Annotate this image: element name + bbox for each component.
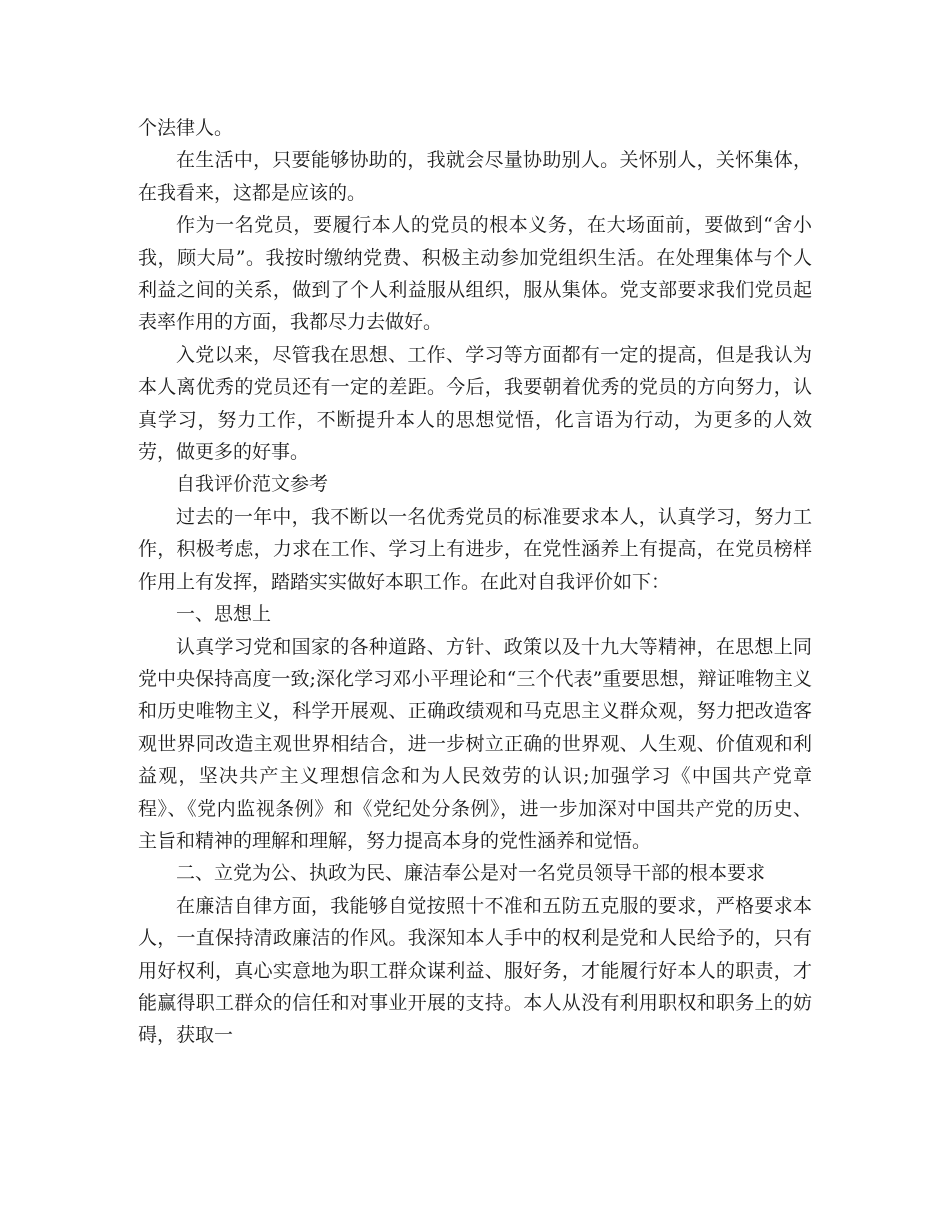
section-heading: 自我评价范文参考 [176, 473, 329, 496]
paragraph: 在生活中，只要能够协助的，我就会尽量协助别人。关怀别人，关怀集体，在我看来，这都是应该的。 [138, 149, 812, 204]
paragraph: 个法律人。 [138, 117, 234, 139]
section-heading: 二、立党为公、执政为民、廉洁奉公是对一名党员领导干部的根本要求 [176, 862, 766, 885]
document-body [138, 112, 812, 1052]
paragraph: 作为一名党员，要履行本人的党员的根本义务，在大场面前，要做到“舍小我，顾大局”。我按时缴纳党费、积极主动参加党组织生活。在处理集体与个人利益之间的关系，做到了个人利益服从组织，服从集体。党支部要求我们党员起表率作用的方面，我都尽力去做好。 [138, 214, 812, 334]
paragraph: 过去的一年中，我不断以一名优秀党员的标准要求本人，认真学习，努力工作，积极考虑，力求在工作、学习上有进步，在党性涵养上有提高，在党员榜样作用上有发挥，踏踏实实做好本职工作。在此对自我评价如下： [138, 505, 812, 593]
paragraph: 认真学习党和国家的各种道路、方针、政策以及十九大等精神，在思想上同党中央保持高度一致;深化学习邓小平理论和“三个代表”重要思想，辩证唯物主义和历史唯物主义，科学开展观、正确政绩观和马克思主义群众观，努力把改造客观世界同改造主观世界相结合，进一步树立正确的世界观、人生观、价值观和利益观，坚决共产主义理想信念和为人民效劳的认识;加强学习《中国共产党章程》、《党内监视条例》和《党纪处分条例》，进一步加深对中国共产党的历史、主旨和精神的理解和理解，努力提高本身的党性涵养和觉悟。 [138, 635, 812, 852]
paragraph: 入党以来，尽管我在思想、工作、学习等方面都有一定的提高，但是我认为本人离优秀的党员还有一定的差距。今后，我要朝着优秀的党员的方向努力，认真学习，努力工作，不断提升本人的思想觉悟，化言语为行动，为更多的人效劳，做更多的好事。 [138, 343, 812, 464]
section-heading: 一、思想上 [176, 603, 272, 626]
paragraph: 在廉洁自律方面，我能够自觉按照十不准和五防五克服的要求，严格要求本人，一直保持清政廉洁的作风。我深知本人手中的权利是党和人民给予的，只有用好权利，真心实意地为职工群众谋利益、服好务，才能履行好本人的职责，才能赢得职工群众的信任和对事业开展的支持。本人从没有利用职权和职务上的妨碍，获取一 [138, 894, 812, 1047]
